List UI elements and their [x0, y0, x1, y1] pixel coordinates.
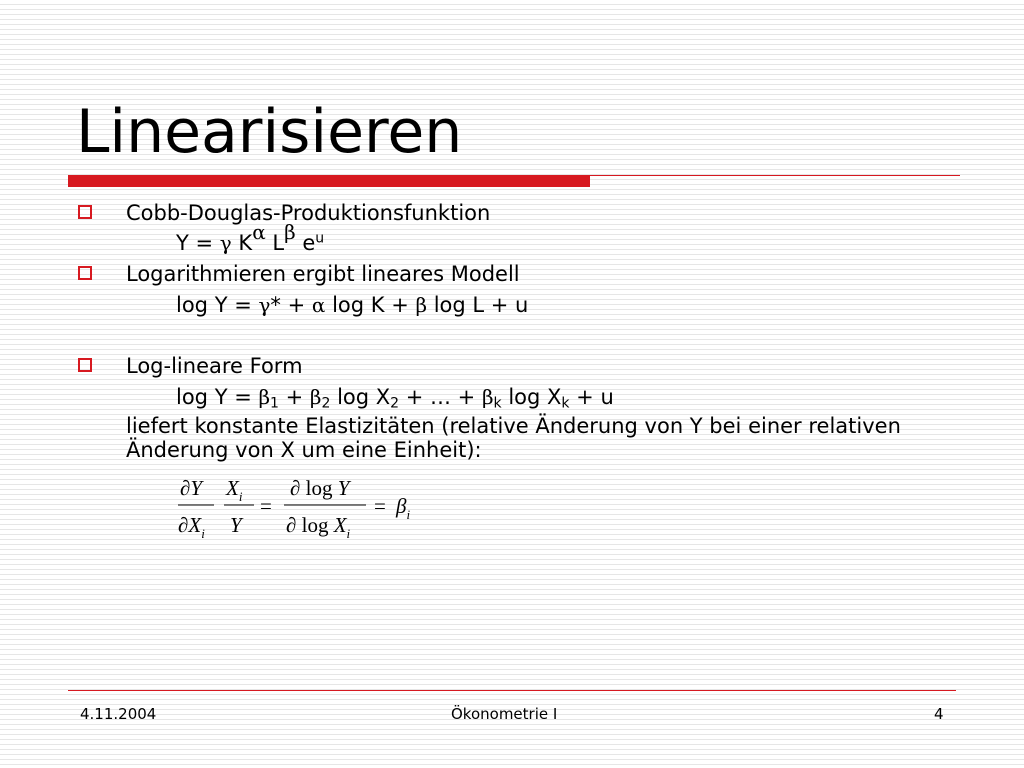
bullet-text: Cobb-Douglas-Produktionsfunktion — [126, 201, 491, 225]
bullet-text: Logarithmieren ergibt lineares Modell — [126, 262, 520, 286]
slide-title: Linearisieren — [76, 97, 463, 167]
svg-text:βi: $\beta_i$ — [396, 494, 411, 522]
formula-cobb-douglas: Y = γ $K^\alpha$ $L^\beta$ $e^u$ — [176, 220, 325, 255]
svg-text:∂Y: ∂Y — [180, 476, 203, 500]
footer-course: Ökonometrie I — [451, 705, 558, 723]
bullet-square-icon — [78, 358, 92, 372]
bullet-square-icon — [78, 266, 92, 280]
elasticity-explanation: liefert konstante Elastizitäten (relative Änderung von Y bei einer relativen Änderung von X um eine Einheit): — [126, 414, 901, 462]
svg-text:Xi: $X_i$ — [226, 476, 243, 504]
bullet-square-icon — [78, 205, 92, 219]
footer-divider — [68, 690, 956, 691]
footer-date: 4.11.2004 — [80, 705, 157, 723]
svg-text:=: = — [260, 494, 272, 518]
bullet-text: Log-lineare Form — [126, 354, 303, 378]
elasticity-equation — [176, 474, 436, 546]
svg-text:∂ log Xi: ∂ $\log X_i$ — [286, 513, 351, 541]
svg-text:Y: Y — [230, 513, 242, 537]
svg-text:∂Xi: $\partial X_i$ — [178, 513, 205, 541]
footer-page-number: 4 — [934, 705, 944, 723]
svg-text:=: = — [374, 494, 386, 518]
formula-log-linear-form: $\log Y = \beta_1 + \beta_2$ $\log X_2$ + … + $\beta_k$ $\log X_k + u$ — [176, 385, 614, 412]
svg-text:∂ log Y: ∂ log Y — [290, 476, 350, 500]
formula-log-linear: log Y = γ* + α log K + β log L + u — [176, 293, 529, 317]
